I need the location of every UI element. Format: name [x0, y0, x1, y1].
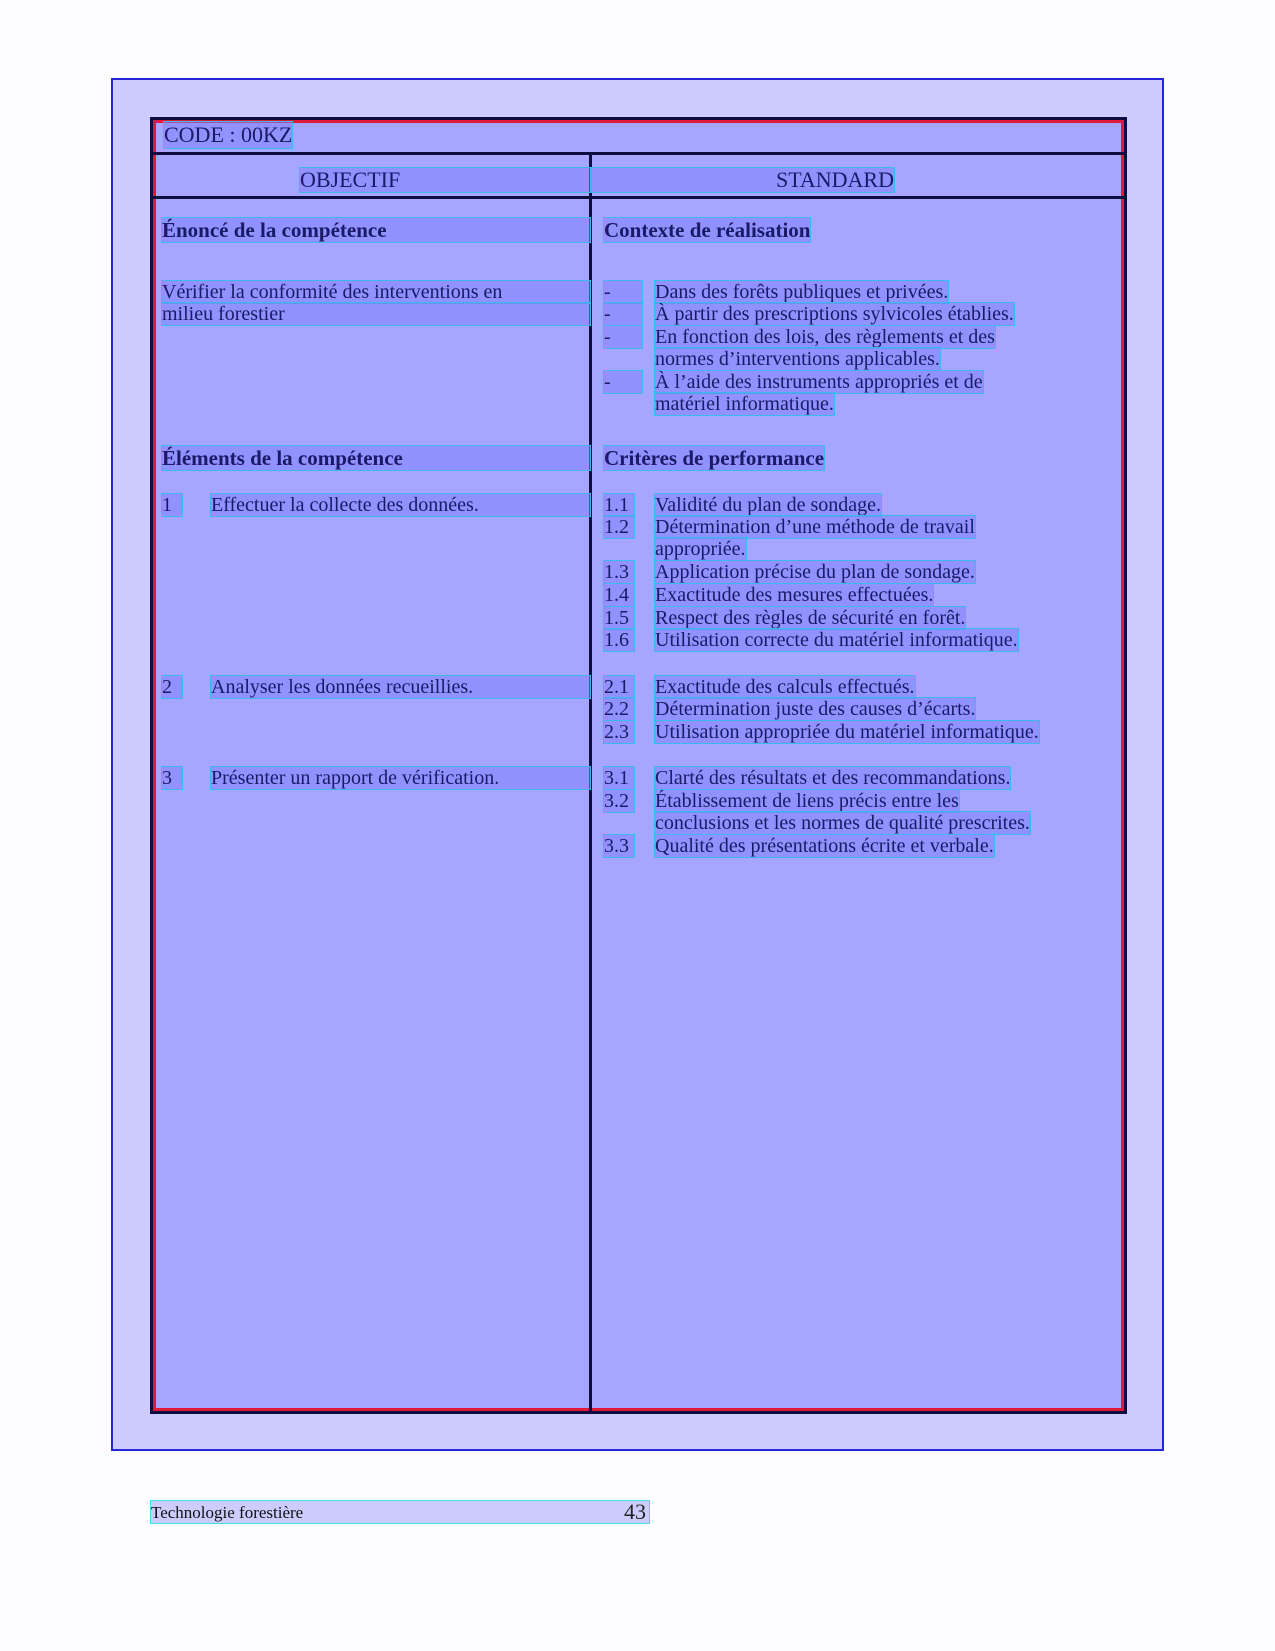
criterion-text: Utilisation appropriée du matériel informatique.: [655, 721, 1039, 743]
criterion-number: 1.5: [604, 607, 634, 629]
competency-statement-line: milieu forestier: [162, 303, 590, 325]
criterion-text: Utilisation correcte du matériel informatique.: [655, 629, 1018, 651]
element-number: 3: [162, 767, 182, 789]
element-text: Effectuer la collecte des données.: [211, 494, 590, 516]
context-bullet: -: [604, 371, 642, 393]
criterion-number: 3.2: [604, 790, 634, 812]
criterion-number: 2.3: [604, 721, 634, 743]
criterion-number: 2.2: [604, 698, 634, 720]
context-bullet: -: [604, 303, 642, 325]
context-item: En fonction des lois, des règlements et des: [655, 326, 995, 348]
criterion-text: Qualité des présentations écrite et verbale.: [655, 835, 994, 857]
element-number: 2: [162, 676, 182, 698]
header-divider-top: [153, 152, 1124, 155]
criterion-number: 3.3: [604, 835, 634, 857]
criterion-text: Détermination juste des causes d’écarts.: [655, 698, 976, 720]
context-item: À partir des prescriptions sylvicoles établies.: [655, 303, 1014, 325]
criterion-text: Application précise du plan de sondage.: [655, 561, 975, 583]
element-text: Présenter un rapport de vérification.: [211, 767, 590, 789]
competency-statement-line: Vérifier la conformité des interventions en: [162, 281, 590, 303]
competency-code: CODE : 00KZ: [164, 122, 293, 147]
context-item: À l’aide des instruments appropriés et de: [655, 371, 983, 393]
criterion-number: 1.3: [604, 561, 634, 583]
competency-elements-title: Éléments de la compétence: [162, 446, 590, 470]
standard-header: STANDARD: [592, 168, 894, 192]
criterion-text: Clarté des résultats et des recommandations.: [655, 767, 1011, 789]
criterion-number: 3.1: [604, 767, 634, 789]
criterion-text: Établissement de liens précis entre les: [655, 790, 959, 812]
criterion-number: 1.1: [604, 494, 634, 516]
context-title: Contexte de réalisation: [604, 218, 811, 242]
element-text: Analyser les données recueillies.: [211, 676, 590, 698]
page-number: 43: [624, 1499, 646, 1524]
criterion-text: Exactitude des mesures effectuées.: [655, 584, 934, 606]
context-bullet: -: [604, 326, 642, 348]
criterion-text: Exactitude des calculs effectués.: [655, 676, 915, 698]
criterion-text: Respect des règles de sécurité en forêt.: [655, 607, 966, 629]
criterion-number: 1.4: [604, 584, 634, 606]
criterion-text: Détermination d’une méthode de travail: [655, 516, 975, 538]
criterion-number: 1.6: [604, 629, 634, 651]
context-item-continued: matériel informatique.: [655, 393, 834, 415]
context-bullet: -: [604, 281, 642, 303]
header-divider-bottom: [153, 196, 1124, 199]
element-number: 1: [162, 494, 182, 516]
context-item: Dans des forêts publiques et privées.: [655, 281, 949, 303]
context-item-continued: normes d’interventions applicables.: [655, 348, 940, 370]
objective-header: OBJECTIF: [300, 168, 590, 192]
criterion-number: 2.1: [604, 676, 634, 698]
footer-title: Technologie forestière: [151, 1503, 304, 1522]
criterion-text-continued: conclusions et les normes de qualité prescrites.: [655, 812, 1030, 834]
criterion-number: 1.2: [604, 516, 634, 538]
performance-criteria-title: Critères de performance: [604, 446, 825, 470]
competency-statement-title: Énoncé de la compétence: [162, 218, 590, 242]
criterion-text: Validité du plan de sondage.: [655, 494, 882, 516]
criterion-text-continued: appropriée.: [655, 538, 746, 560]
